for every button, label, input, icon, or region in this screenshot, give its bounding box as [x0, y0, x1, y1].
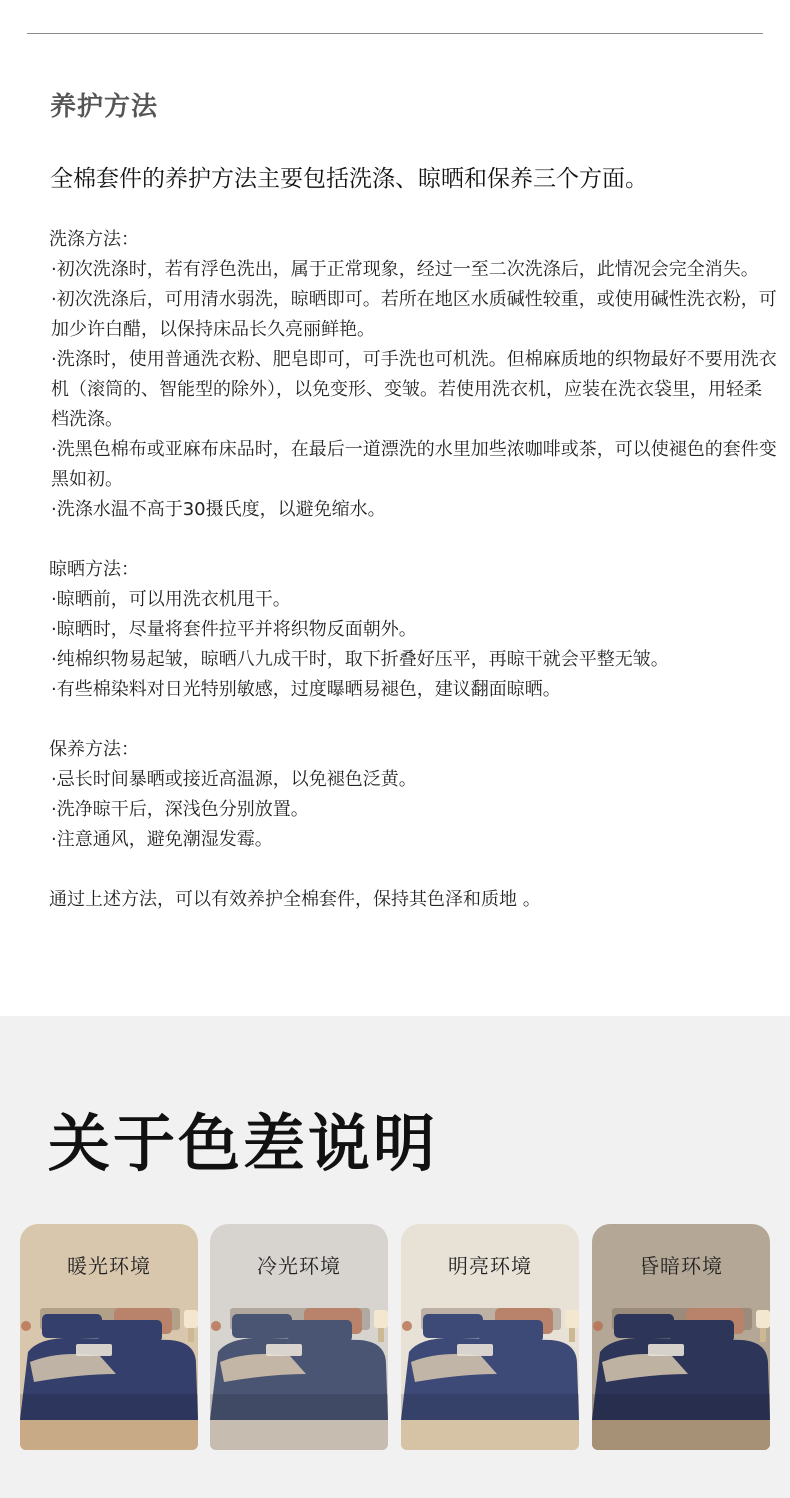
lighting-card-cool	[210, 1224, 388, 1450]
drying-section	[49, 555, 779, 705]
care-closing: 通过上述方法，可以有效养护全棉套件，保持其色泽和质地 。	[49, 889, 541, 910]
washing-item: ·初次洗涤后，可用清水弱洗，晾晒即可。若所在地区水质碱性较重，或使用碱性洗衣粉，可加少许白醋，以保持床品长久亮丽鲜艳。	[51, 289, 777, 340]
drying-item: ·晾晒时，尽量将套件拉平并将织物反面朝外。	[51, 619, 417, 640]
drying-item: ·晾晒前，可以用洗衣机甩干。	[51, 589, 291, 610]
color-difference-title: 关于色差说明	[48, 1107, 439, 1180]
washing-item: ·洗黑色棉布或亚麻布床品时，在最后一道漂洗的水里加些浓咖啡或茶，可以使褪色的套件变黑如初。	[51, 439, 777, 490]
top-divider	[27, 33, 763, 34]
washing-heading: 洗涤方法：	[49, 229, 139, 250]
maintenance-heading: 保养方法：	[49, 739, 139, 760]
washing-item: ·洗涤时，使用普通洗衣粉、肥皂即可，可手洗也可机洗。但棉麻质地的织物最好不要用洗衣机（滚筒的、智能型的除外），以免变形、变皱。若使用洗衣机，应装在洗衣袋里，用轻柔档洗涤。	[51, 349, 777, 430]
drying-item: ·有些棉染料对日光特别敏感，过度曝晒易褪色，建议翻面晾晒。	[51, 679, 561, 700]
washing-item: ·洗涤水温不高于30摄氏度，以避免缩水。	[51, 499, 386, 520]
lighting-card-bright	[401, 1224, 579, 1450]
washing-section	[49, 225, 779, 525]
color-difference-section	[0, 1016, 790, 1498]
maintenance-item: ·洗净晾干后，深浅色分别放置。	[51, 799, 309, 820]
maintenance-section	[49, 735, 779, 855]
lighting-label: 明亮环境	[448, 1254, 532, 1278]
care-intro: 全棉套件的养护方法主要包括洗涤、晾晒和保养三个方面。	[50, 166, 648, 192]
lighting-label: 昏暗环境	[639, 1254, 723, 1278]
lighting-card-warm	[20, 1224, 198, 1450]
care-section-title: 养护方法	[50, 92, 159, 122]
drying-heading: 晾晒方法：	[49, 559, 139, 580]
care-instructions	[49, 225, 779, 915]
maintenance-item: ·注意通风，避免潮湿发霉。	[51, 829, 273, 850]
lighting-label: 冷光环境	[257, 1254, 341, 1278]
washing-item: ·初次洗涤时，若有浮色洗出，属于正常现象，经过一至二次洗涤后，此情况会完全消失。	[51, 259, 759, 280]
lighting-label: 暖光环境	[67, 1254, 151, 1278]
maintenance-item: ·忌长时间暴晒或接近高温源，以免褪色泛黄。	[51, 769, 417, 790]
lighting-card-dim	[592, 1224, 770, 1450]
drying-item: ·纯棉织物易起皱，晾晒八九成干时，取下折叠好压平，再晾干就会平整无皱。	[51, 649, 669, 670]
